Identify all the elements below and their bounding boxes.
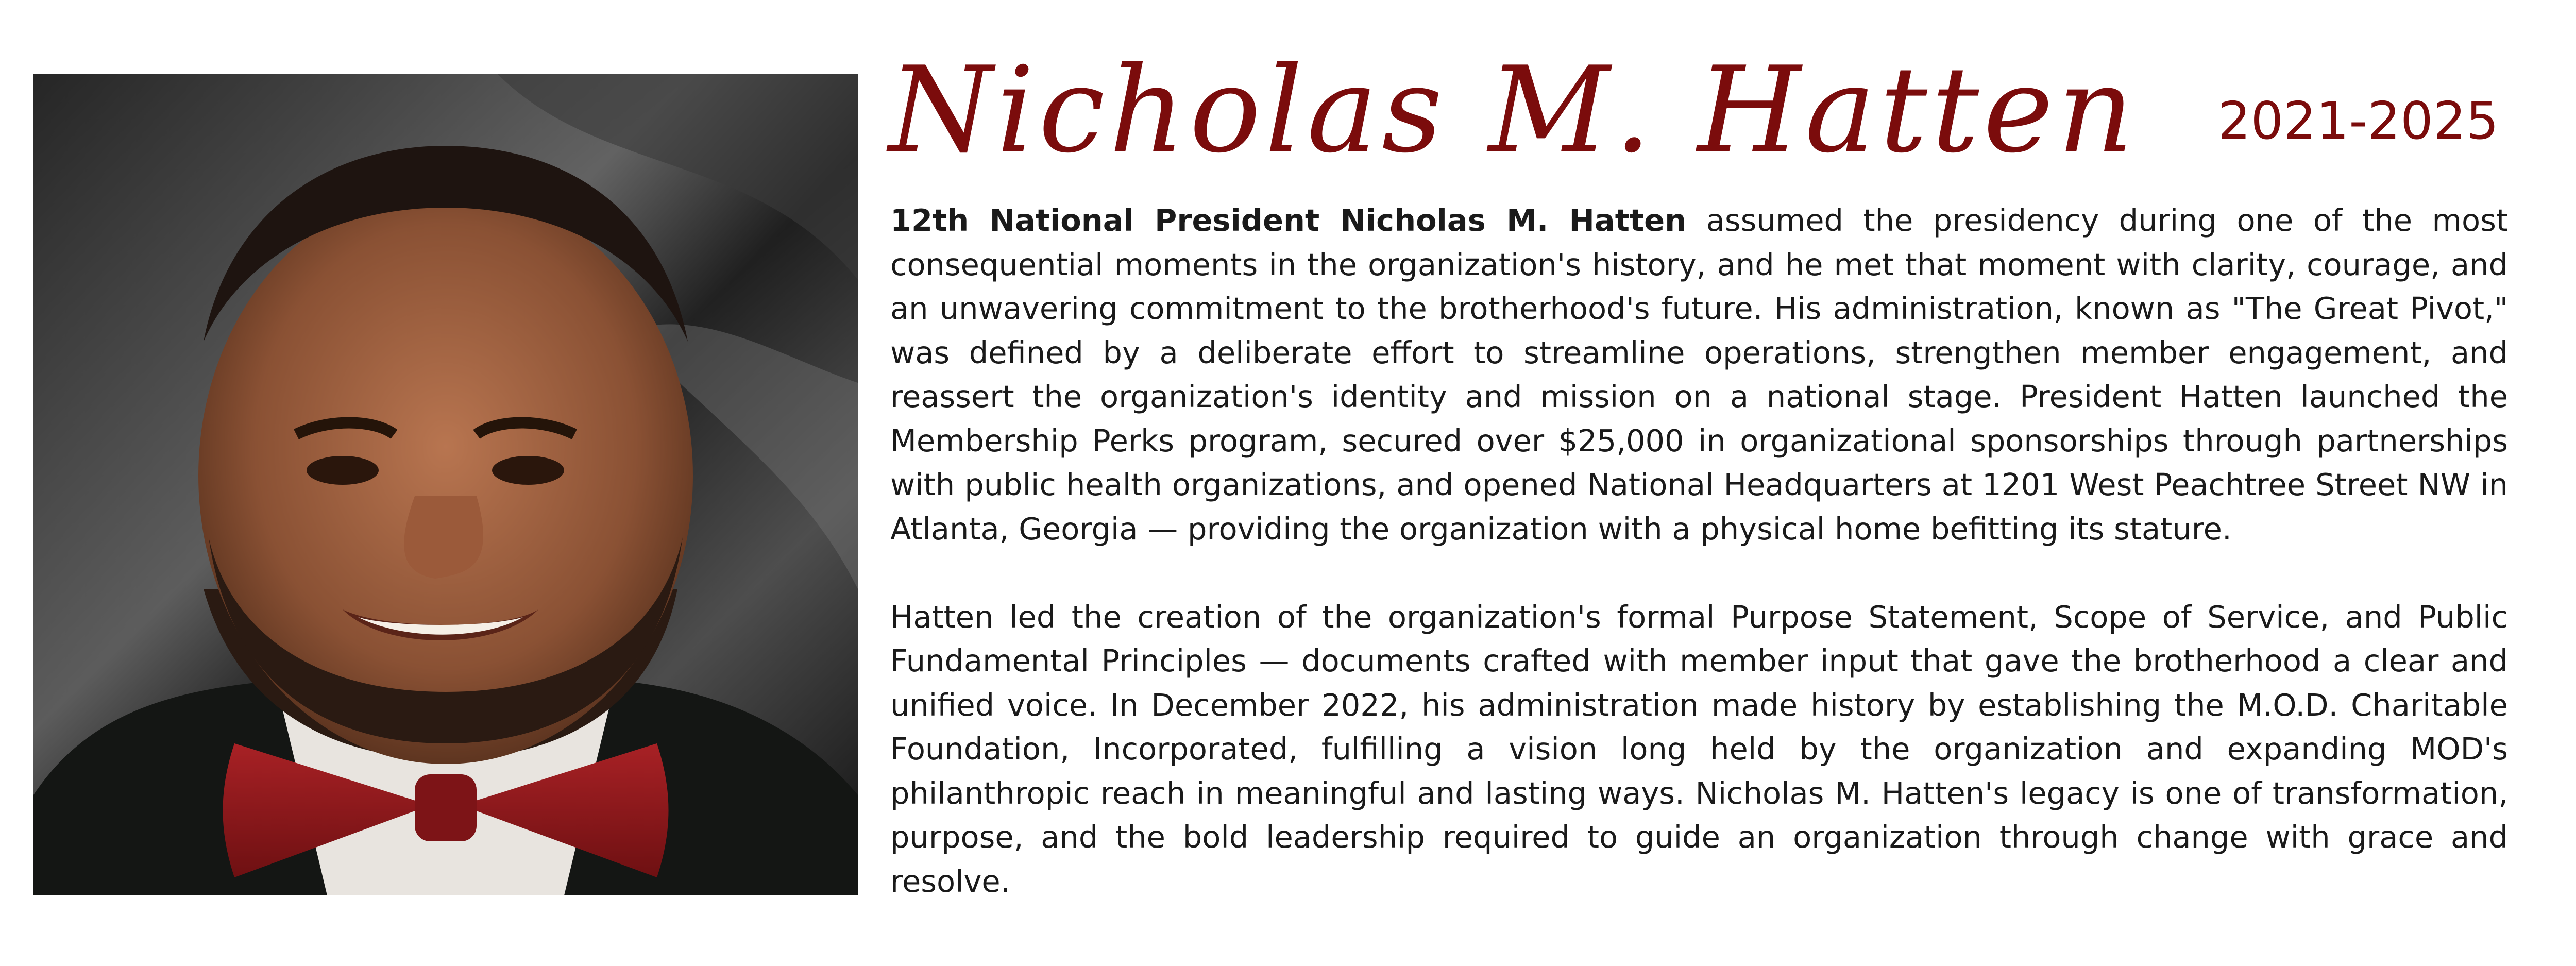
bio-lead-bold: 12th National President Nicholas M. Hatten (890, 202, 1687, 238)
bio-paragraph-1-body: assumed the presidency during one of the most consequential moments in the organization's history, and he met that moment with clarity, courage, and an unwavering commitment to the brotherhood's future. His administration, known as "The Great Pivot," was defined by a deliberate effort to streamline operations, strengthen member engagement, and reassert the organization's identity and mission on a national stage. President Hatten launched the Membership Perks program, secured over $25,000 in organizational sponsorships through partnerships with public health organizations, and opened National Headquarters at 1201 West Peachtree Street NW in Atlanta, Georgia — providing the organization with a physical home befitting its stature. (890, 202, 2508, 547)
bio-paragraph-2: Hatten led the creation of the organization's formal Purpose Statement, Scope of Service, and Public Fundamental Principles — documents crafted with member input that gave the brotherhood a clear and unified voice. In December 2022, his administration made history by establishing the M.O.D. Charitable Foundation, Incorporated, fulfilling a vision long held by the organization and expanding MOD's philanthropic reach in meaningful and lasting ways. Nicholas M. Hatten's legacy is one of transformation, purpose, and the bold leadership required to guide an organization through change with grace and resolve. (890, 599, 2508, 899)
term-years: 2021-2025 (2217, 91, 2499, 151)
bio-paragraph-1 (890, 198, 2508, 551)
portrait-photo (33, 74, 858, 895)
person-name-heading: Nicholas M. Hatten (889, 42, 2138, 179)
biography-text (890, 198, 2508, 903)
